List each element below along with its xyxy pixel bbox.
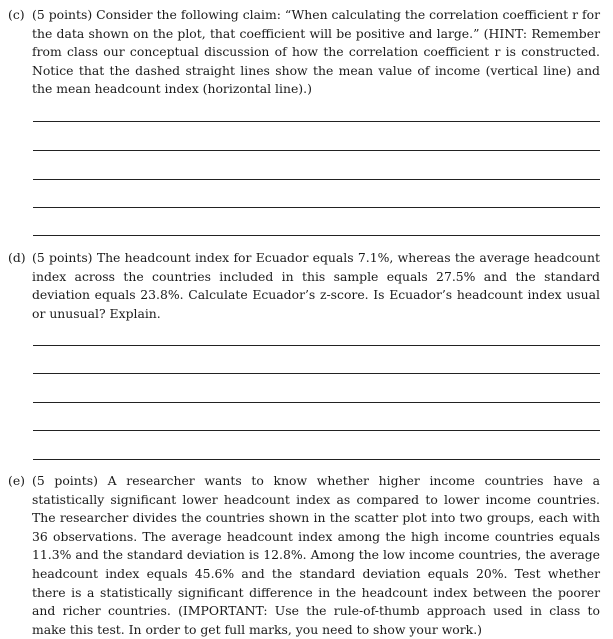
answer-line[interactable] bbox=[33, 207, 600, 208]
answer-line[interactable] bbox=[33, 235, 600, 236]
answer-line[interactable] bbox=[33, 345, 600, 346]
question-d bbox=[8, 249, 600, 323]
answer-line[interactable] bbox=[33, 459, 600, 460]
question-c-text: (5 points) Consider the following claim: “When calculating the correlation coefficient r for the data shown on the plot, that coefficient will be positive and large.” (HINT: Remember from class our conceptual discussion of how the correlation coefficient r is constructed. Notice that the dashed straight lines show the mean value of income (vertical line) and the mean headcount index (horizontal line).) bbox=[32, 7, 600, 97]
question-e-label: (e) bbox=[8, 473, 26, 488]
answer-line[interactable] bbox=[33, 150, 600, 151]
answer-line[interactable] bbox=[33, 430, 600, 431]
answer-line[interactable] bbox=[33, 179, 600, 180]
question-c bbox=[8, 6, 600, 99]
answer-line[interactable] bbox=[33, 121, 600, 122]
question-e bbox=[8, 472, 600, 639]
question-e-text: (5 points) A researcher wants to know whether higher income countries have a statistically significant lower headcount index as compared to lower income countries. The researcher divides the countries shown in the scatter plot into two groups, each with 36 observations. The average headcount index among the high income countries equals 11.3% and the standard deviation is 12.8%. Among the low income countries, the average headcount index equals 45.6% and the standard deviation equals 20%. Test whether there is a statistically significant difference in the headcount index between the poorer and richer countries. (IMPORTANT: Use the rule-of-thumb approach used in class to make this test. In order to get full marks, you need to show your work.) bbox=[32, 473, 600, 637]
question-d-text: (5 points) The headcount index for Ecuador equals 7.1%, whereas the average headcount index across the countries included in this sample equals 27.5% and the standard deviation equals 23.8%. Calculate Ecuador’s z-score. Is Ecuador’s headcount index usual or unusual? Explain. bbox=[32, 250, 600, 321]
answer-line[interactable] bbox=[33, 373, 600, 374]
question-c-label: (c) bbox=[8, 7, 25, 22]
answer-line[interactable] bbox=[33, 402, 600, 403]
question-d-label: (d) bbox=[8, 250, 26, 265]
